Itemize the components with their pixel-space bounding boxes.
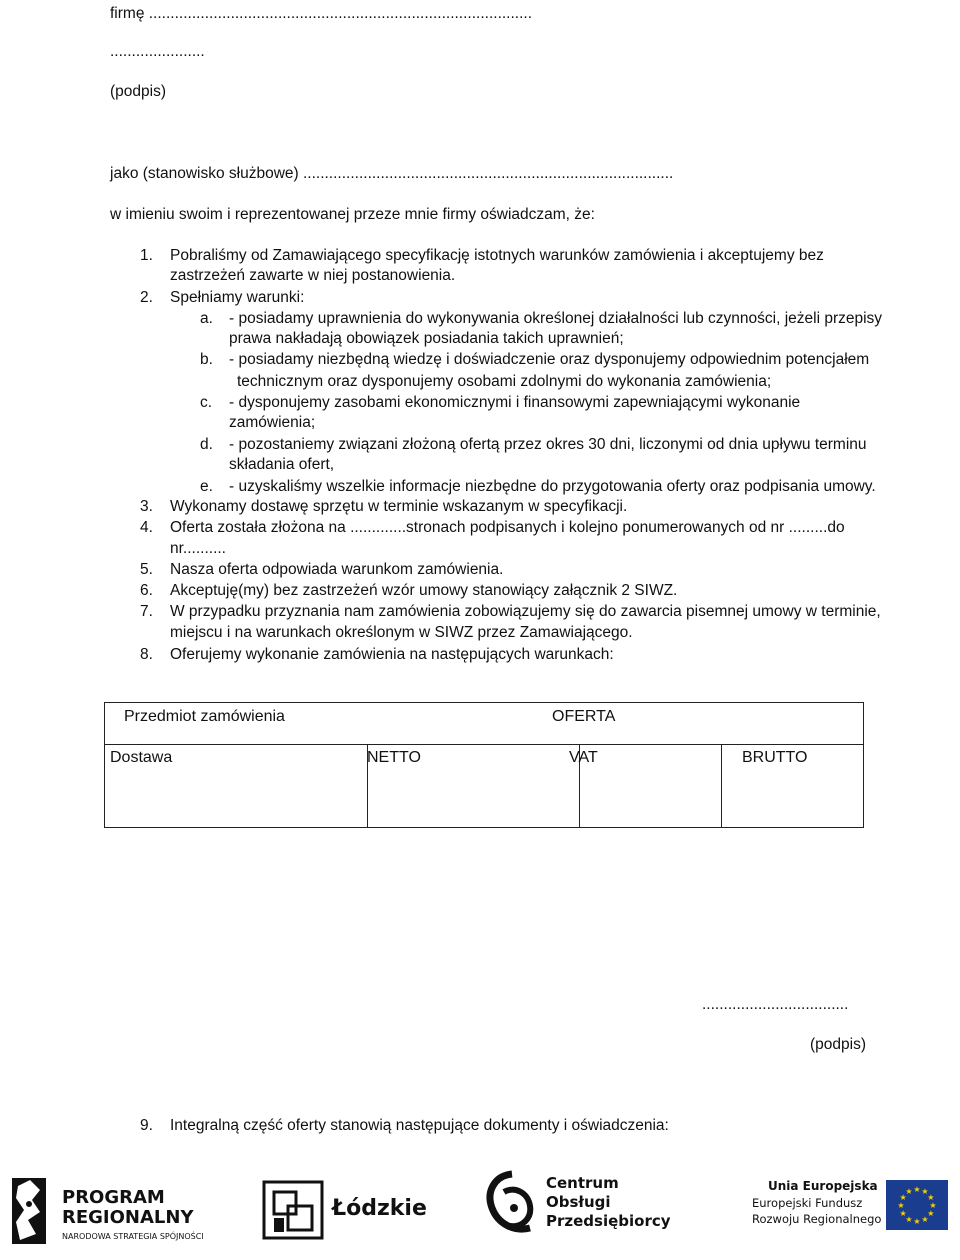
table-header-offer: OFERTA [552, 708, 616, 725]
item-1-number: 1. [140, 247, 153, 264]
eu-star-icon: ★ [905, 1187, 913, 1197]
signature-dots-bottom: .................................. [702, 996, 849, 1013]
item-7-line-2: miejscu i na warunkach określonym w SIWZ przez Zamawiającego. [170, 624, 633, 641]
item-1-line-2: zastrzeżeń zawarte w niej postanowienia. [170, 267, 456, 284]
eu-star-icon: ★ [913, 1185, 921, 1194]
eu-star-icon: ★ [921, 1214, 929, 1224]
eu-logo [752, 1172, 952, 1246]
lodzkie-logo [262, 1180, 427, 1242]
position-line: jako (stanowisko służbowe) ...................................................................................... [110, 165, 674, 182]
item-4-line-1: Oferta została złożona na .............stronach podpisanych i kolejno ponumerowanych od nr .........do [170, 519, 845, 536]
item-5-number: 5. [140, 561, 153, 578]
item-2d-line-1: - pozostaniemy związani złożoną ofertą przez okres 30 dni, liczonymi od dnia upływu terminu [229, 436, 867, 453]
item-1-line-1: Pobraliśmy od Zamawiającego specyfikację istotnych warunków zamówienia i akceptujemy bez [170, 247, 824, 264]
cop-line-3: Przedsiębiorcy [546, 1212, 671, 1230]
item-9-number: 9. [140, 1117, 153, 1134]
eu-line-2: Europejski Fundusz [752, 1196, 863, 1210]
item-2c-line-2: zamówienia; [229, 414, 316, 431]
table-divider-horizontal [105, 744, 863, 745]
eu-star-icon: ★ [921, 1187, 929, 1197]
offer-table [104, 702, 864, 828]
eu-line-1: Unia Europejska [768, 1179, 878, 1193]
program-line-3: NARODOWA STRATEGIA SPÓJNOŚCI [62, 1232, 204, 1241]
signature-label-top: (podpis) [110, 83, 166, 100]
table-divider-vertical-3 [721, 745, 722, 827]
table-cell-netto: NETTO [367, 749, 421, 766]
item-2-number: 2. [140, 289, 153, 306]
cop-logo [484, 1168, 671, 1248]
program-line-2: REGIONALNY [62, 1207, 194, 1228]
eu-star-icon: ★ [913, 1217, 921, 1226]
program-regionalny-logo [10, 1172, 215, 1254]
item-7-line-1: W przypadku przyznania nam zamówienia zobowiązujemy się do zawarcia pisemnej umowy w terminie, [170, 603, 881, 620]
item-2e-line-1: - uzyskaliśmy wszelkie informacje niezbędne do przygotowania oferty oraz podpisania umowy. [229, 478, 876, 495]
item-4-number: 4. [140, 519, 153, 536]
cop-line-2: Obsługi [546, 1193, 611, 1211]
eu-star-icon: ★ [897, 1201, 905, 1210]
item-2d-letter: d. [200, 436, 213, 453]
item-7-number: 7. [140, 603, 153, 620]
item-8-text: Oferujemy wykonanie zamówienia na następujących warunkach: [170, 646, 614, 663]
item-2a-letter: a. [200, 310, 213, 327]
item-2b-line-1: - posiadamy niezbędną wiedzę i doświadczenie oraz dysponujemy odpowiednim potencjałem [229, 351, 870, 368]
declaration-intro: w imieniu swoim i reprezentowanej przeze mnie firmy oświadczam, że: [110, 206, 595, 223]
item-2-text: Spełniamy warunki: [170, 289, 305, 306]
program-line-1: PROGRAM [62, 1187, 165, 1208]
dots-line: ...................... [110, 43, 205, 60]
eu-star-icon: ★ [927, 1209, 935, 1218]
item-9-text: Integralną część oferty stanowią następujące dokumenty i oświadczenia: [170, 1117, 669, 1134]
item-2b-letter: b. [200, 351, 213, 368]
table-cell-brutto: BRUTTO [742, 749, 808, 766]
lodzkie-emblem-icon [262, 1180, 324, 1240]
item-3-text: Wykonamy dostawę sprzętu w terminie wskazanym w specyfikacji. [170, 498, 628, 515]
cop-line-1: Centrum [546, 1174, 619, 1192]
item-8-number: 8. [140, 646, 153, 663]
firm-line: firmę ......................................................................................... [110, 5, 533, 22]
footer-logos [0, 1160, 960, 1260]
eu-star-icon: ★ [899, 1193, 907, 1202]
eu-star-icon: ★ [899, 1209, 907, 1218]
item-5-text: Nasza oferta odpowiada warunkom zamówienia. [170, 561, 504, 578]
signature-label-bottom: (podpis) [810, 1036, 866, 1053]
item-2d-line-2: składania ofert, [229, 456, 335, 473]
eu-line-3: Rozwoju Regionalnego [752, 1212, 882, 1226]
item-3-number: 3. [140, 498, 153, 515]
eu-star-icon: ★ [927, 1193, 935, 1202]
item-2c-line-1: - dysponujemy zasobami ekonomicznymi i finansowymi zapewniającymi wykonanie [229, 394, 801, 411]
eu-star-icon: ★ [929, 1201, 937, 1210]
table-cell-delivery: Dostawa [110, 749, 173, 766]
item-4-line-2: nr.......... [170, 540, 226, 557]
cop-emblem-icon [484, 1170, 542, 1240]
eu-star-icon: ★ [905, 1214, 913, 1224]
item-2a-line-1: - posiadamy uprawnienia do wykonywania określonej działalności lub czynności, jeżeli przepisy [229, 310, 883, 327]
eu-flag-icon [886, 1180, 948, 1230]
item-2a-line-2: prawa nakładają obowiązek posiadania takich uprawnień; [229, 330, 624, 347]
table-header-subject: Przedmiot zamówienia [124, 708, 285, 725]
item-6-text: Akceptuję(my) bez zastrzeżeń wzór umowy stanowiący załącznik 2 SIWZ. [170, 582, 678, 599]
table-cell-vat: VAT [569, 749, 598, 766]
item-2e-letter: e. [200, 478, 213, 495]
item-2b-line-2: technicznym oraz dysponujemy osobami zdolnymi do wykonania zamówienia; [237, 373, 772, 390]
item-6-number: 6. [140, 582, 153, 599]
lodzkie-text: Łódzkie [332, 1196, 427, 1221]
item-2c-letter: c. [200, 394, 213, 411]
program-regionalny-emblem-icon [10, 1176, 48, 1246]
